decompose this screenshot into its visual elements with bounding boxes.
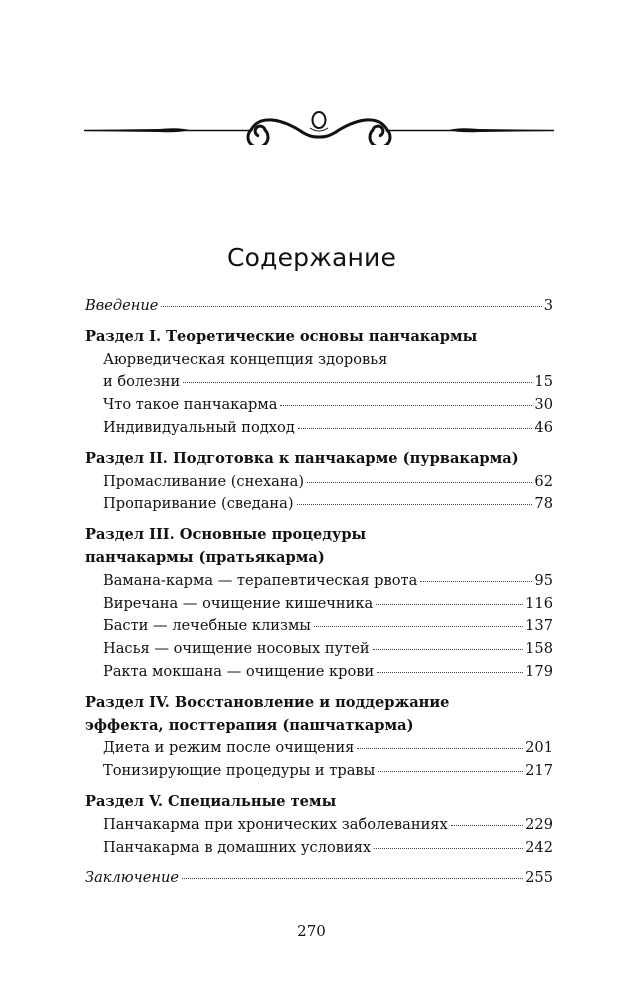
toc-entry[interactable] [85,471,553,494]
toc-page-number: 255 [525,869,553,887]
toc-page-number: 46 [534,418,553,436]
toc-entry-title: Вамана-карма — терапевтическая рвота [103,571,418,589]
toc-entry[interactable] [85,737,553,760]
toc-section-heading [85,326,553,349]
toc-entry[interactable] [85,570,553,593]
toc-entry[interactable] [85,661,553,684]
toc-entry-title: Пропаривание (сведана) [103,495,294,513]
toc-entry[interactable] [85,593,553,616]
toc-entry[interactable] [85,638,553,661]
toc-entry-title: Раздел V. Специальные темы [85,792,337,810]
dot-leader [298,428,533,429]
toc-page-number: 137 [525,617,553,635]
dot-leader [451,825,523,826]
page-title: Содержание [226,242,397,272]
toc-entry-title: Раздел IV. Восстановление и поддержание [85,693,450,711]
toc-page-number: 30 [534,396,553,414]
toc-entry-title: Ракта мокшана — очищение крови [103,662,375,680]
toc-section-heading [85,524,553,547]
toc-page-number: 78 [534,495,553,513]
toc-entry[interactable] [85,493,553,516]
toc-page-number: 158 [525,640,553,658]
toc-section-heading [85,448,553,471]
toc-entry-title: Басти — лечебные клизмы [103,617,311,635]
dot-leader [376,604,523,605]
toc-entry-title: Раздел II. Подготовка к панчакарме (пурвакарма) [85,449,519,467]
toc-page-number: 229 [525,815,553,833]
dot-leader [297,504,533,505]
toc-page-number: 95 [534,571,553,589]
toc-entry-title: Насья — очищение носовых путей [103,640,370,658]
dot-leader [314,626,523,627]
toc-entry[interactable] [85,394,553,417]
toc-entry[interactable] [85,417,553,440]
toc-page-number: 62 [534,472,553,490]
toc-page-number: 116 [525,594,553,612]
toc-entry-title: и болезни [103,373,181,391]
dot-leader [307,482,532,483]
toc-entry-title: Введение [85,297,159,314]
toc-entry-title: Раздел III. Основные процедуры [85,526,367,544]
dot-leader [373,649,523,650]
dot-leader [377,672,523,673]
toc-entry[interactable] [85,814,553,837]
toc-entry [85,349,553,372]
toc-page-number: 15 [534,373,553,391]
toc-entry[interactable] [85,295,553,318]
toc-page-number: 179 [525,662,553,680]
dot-leader [357,748,523,749]
toc-entry-title: Раздел I. Теоретические основы панчакармы [85,327,478,345]
toc-section-heading [85,715,553,738]
dot-leader [374,848,523,849]
toc-entry[interactable] [85,371,553,394]
toc-entry-title: панчакармы (пратьякарма) [85,548,325,566]
dot-leader [420,581,532,582]
toc-page-number: 242 [525,838,553,856]
toc-section-heading [85,547,553,570]
dot-leader [183,382,532,383]
dot-leader [378,771,523,772]
toc-entry-title: Аюрведическая концепция здоровья [103,350,388,368]
dot-leader [161,306,541,307]
toc-entry-title: Промасливание (снехана) [103,472,305,490]
toc-entry-title: Панчакарма в домашних условиях [103,838,372,856]
page-number: 270 [297,922,326,940]
toc-section-heading [85,791,553,814]
table-of-contents [85,295,553,890]
toc-page-number: 3 [543,297,553,314]
dot-leader [182,878,523,879]
toc-entry-title: Панчакарма при хронических заболеваниях [103,815,448,833]
toc-section-heading [85,692,553,715]
toc-entry[interactable] [85,760,553,783]
toc-page-number: 217 [525,762,553,780]
toc-page-number: 201 [525,739,553,757]
toc-entry-title: эффекта, посттерапия (пашчаткарма) [85,716,414,734]
toc-entry[interactable] [85,615,553,638]
toc-entry-title: Заключение [85,869,180,887]
toc-entry-title: Тонизирующие процедуры и травы [103,762,376,780]
toc-entry[interactable] [85,867,553,890]
toc-entry-title: Диета и режим после очищения [103,739,355,757]
toc-entry-title: Что такое панчакарма [103,396,278,414]
toc-entry-title: Индивидуальный подход [103,418,295,436]
dot-leader [280,405,532,406]
decorative-ornament-icon [84,100,554,145]
toc-entry-title: Виречана — очищение кишечника [103,594,374,612]
toc-entry[interactable] [85,837,553,860]
